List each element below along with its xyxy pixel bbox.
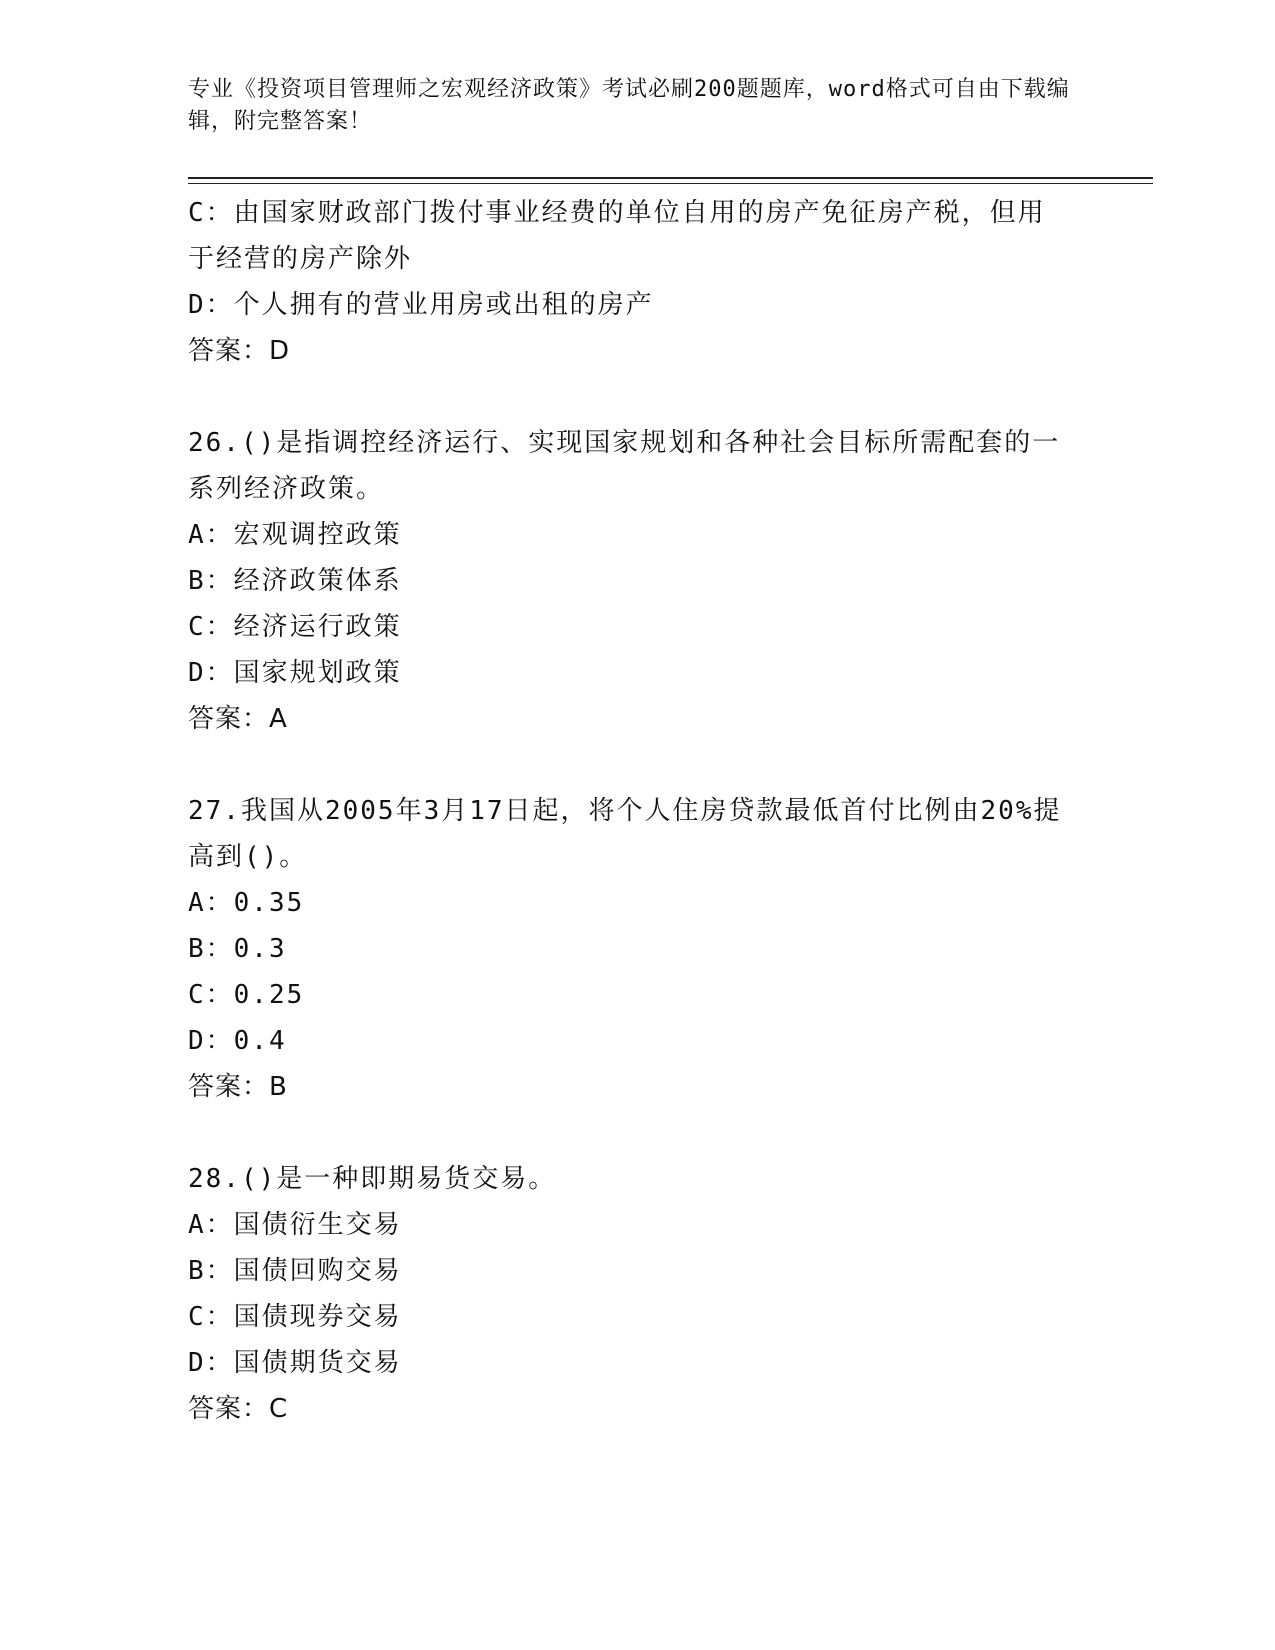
- spacer: [188, 1110, 1068, 1156]
- spacer: [188, 374, 1068, 420]
- option-b: B：0.3: [188, 934, 287, 964]
- question-28: [188, 1156, 1068, 1432]
- option-d: D：国家规划政策: [188, 658, 402, 688]
- option-c: C：国债现券交易: [188, 1302, 402, 1332]
- option-c: C：由国家财政部门拨付事业经费的单位自用的房产免征房产税，但用于经营的房产除外: [188, 198, 1046, 274]
- option-c: C：0.25: [188, 980, 305, 1010]
- option-d: D：国债期货交易: [188, 1348, 402, 1378]
- option-d: D：0.4: [188, 1026, 287, 1056]
- option-b: B：经济政策体系: [188, 566, 402, 596]
- answer-line: 答案：C: [188, 1394, 289, 1424]
- answer-line: 答案：B: [188, 1072, 288, 1102]
- question-stem: 26.()是指调控经济运行、实现国家规划和各种社会目标所需配套的一系列经济政策。: [188, 428, 1061, 504]
- option-a: A：0.35: [188, 888, 305, 918]
- question-content: [188, 190, 1068, 1432]
- document-header: 专业《投资项目管理师之宏观经济政策》考试必刷200题题库，word格式可自由下载编辑，附完整答案！: [188, 77, 1070, 134]
- question-26: [188, 420, 1068, 742]
- option-a: A：国债衍生交易: [188, 1210, 402, 1240]
- question-stem: 27.我国从2005年3月17日起，将个人住房贷款最低首付比例由20%提高到()。: [188, 796, 1062, 872]
- question-27: [188, 788, 1068, 1110]
- header-divider-thin: [188, 183, 1153, 184]
- option-a: A：宏观调控政策: [188, 520, 402, 550]
- option-c: C：经济运行政策: [188, 612, 402, 642]
- header-divider-thick: [188, 177, 1153, 179]
- answer-line: 答案：D: [188, 336, 291, 366]
- partial-question: [188, 190, 1068, 374]
- answer-line: 答案：A: [188, 704, 288, 734]
- option-d: D：个人拥有的营业用房或出租的房产: [188, 290, 654, 320]
- spacer: [188, 742, 1068, 788]
- option-b: B：国债回购交易: [188, 1256, 402, 1286]
- question-stem: 28.()是一种即期易货交易。: [188, 1164, 557, 1194]
